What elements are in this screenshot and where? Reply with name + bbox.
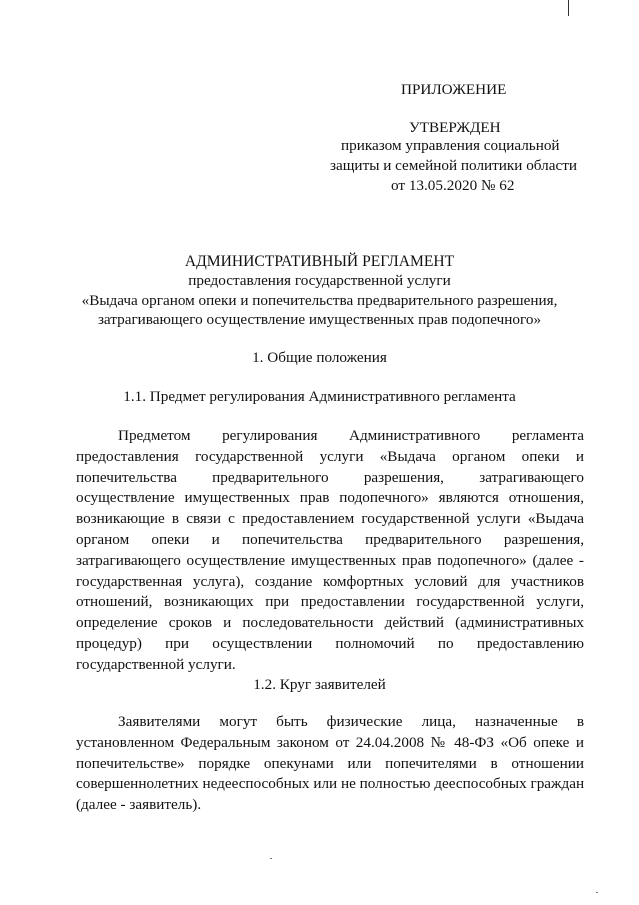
scan-speck bbox=[270, 858, 272, 859]
subsection-1-2-heading: 1.2. Круг заявителей bbox=[253, 676, 386, 693]
paragraph-line: затрагивающего осуществление имущественных прав подопечного» (далее - bbox=[76, 551, 584, 569]
subsection-1-1-heading: 1.1. Предмет регулирования Административного регламента bbox=[123, 388, 516, 405]
approved-label: УТВЕРЖДЕН bbox=[409, 119, 501, 136]
paragraph-line: определение сроков и последовательности действий (административных bbox=[76, 614, 584, 632]
paragraph-line: попечительстве» порядке опекунами или попечителями в отношении bbox=[76, 754, 584, 772]
scan-speck bbox=[596, 892, 598, 893]
paragraph-line: совершеннолетних недееспособных или не полностью дееспособных граждан bbox=[76, 775, 585, 793]
paragraph-line: процедур) при осуществлении полномочий по предоставлению bbox=[76, 634, 584, 652]
subsection-1-2-paragraph bbox=[76, 712, 584, 816]
paragraph-line: государственная услуга), создание комфортных условий для участников bbox=[76, 572, 584, 590]
order-line-1: приказом управления социальной bbox=[341, 137, 560, 154]
title-line-4: затрагивающего осуществление имущественных прав подопечного» bbox=[97, 311, 542, 328]
appendix-label: ПРИЛОЖЕНИЕ bbox=[401, 81, 507, 98]
paragraph-line: возникающие в связи с предоставлением государственной услуги «Выдача bbox=[76, 510, 584, 528]
document-title: АДМИНИСТРАТИВНЫЙ РЕГЛАМЕНТ bbox=[184, 253, 455, 270]
title-line-2: предоставления государственной услуги bbox=[188, 272, 451, 289]
paragraph-line: установленном Федеральным законом от 24.04.2008 № 48-ФЗ «Об опеке и bbox=[76, 733, 584, 751]
paragraph-line: отношений, возникающих при предоставлении государственной услуги, bbox=[76, 593, 584, 611]
paragraph-line: предоставления государственной услуги «Выдача органом опеки и bbox=[76, 447, 584, 465]
order-line-3: от 13.05.2020 № 62 bbox=[391, 177, 515, 194]
paragraph-line: Предметом регулирования Административного регламента bbox=[118, 427, 584, 444]
paragraph-line: попечительства предварительного разрешения, затрагивающего bbox=[76, 468, 584, 486]
paragraph-line: государственной услуги. bbox=[76, 655, 236, 673]
order-line-2: защиты и семейной политики области bbox=[330, 157, 577, 174]
paragraph-line: Заявителями могут быть физические лица, назначенные в bbox=[118, 713, 584, 730]
paragraph-line: органом опеки и попечительства предварительного разрешения, bbox=[76, 530, 584, 548]
scan-edge-mark bbox=[568, 0, 569, 16]
paragraph-line: осуществление имущественных прав подопечного» являются отношения, bbox=[76, 489, 584, 507]
title-line-3: «Выдача органом опеки и попечительства предварительного разрешения, bbox=[81, 292, 558, 309]
paragraph-line: (далее - заявитель). bbox=[76, 796, 202, 814]
section-1-heading: 1. Общие положения bbox=[252, 349, 387, 366]
subsection-1-1-paragraph bbox=[76, 426, 584, 676]
